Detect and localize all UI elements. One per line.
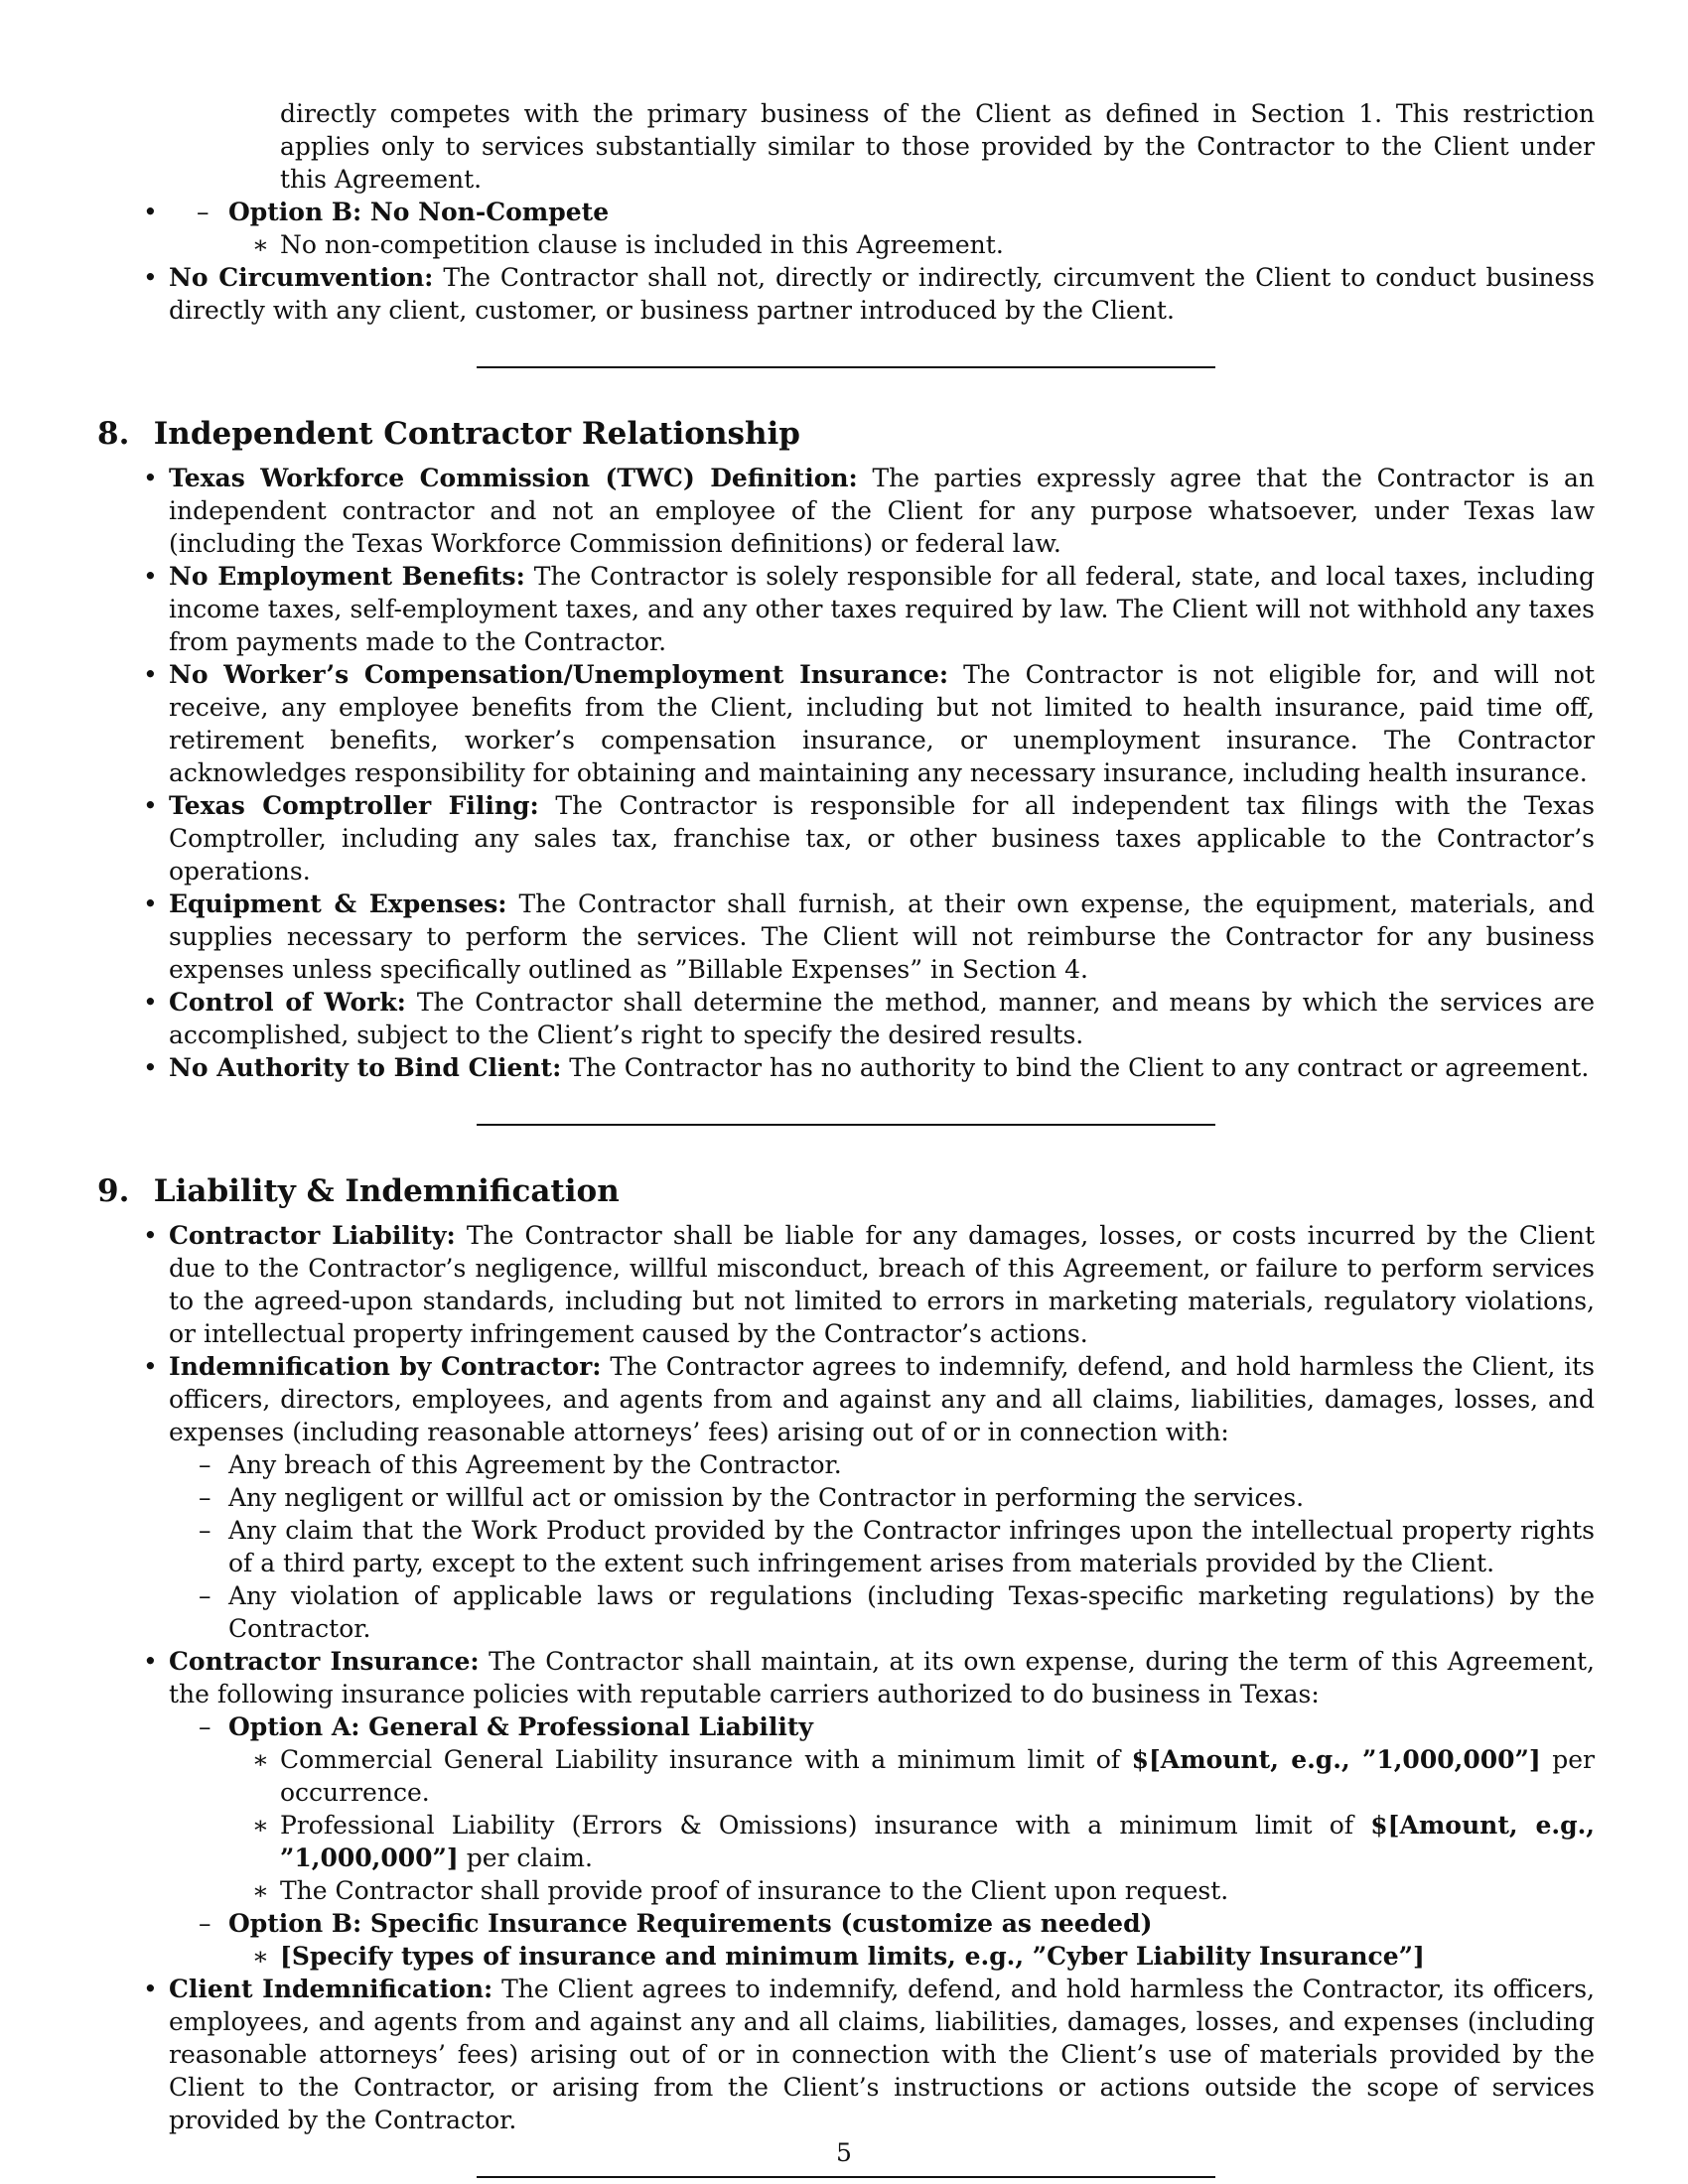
option-a-item <box>280 1743 1595 1809</box>
option-b-item-text: No non-competition clause is included in this Agreement. <box>280 230 1004 259</box>
section-number: 8. <box>97 416 130 452</box>
dash-marker: – <box>197 198 210 226</box>
option-a-item <box>280 1809 1595 1874</box>
item-text: The Client agrees to indemnify, defend, and hold harmless the Contractor, its officers, employees, and agents from and against any and all claims, liabilities, damages, losses, and expenses (including reasonable attorneys’ fees) arising out of or in connection with the Client’s use of materials provided by the Client to the Contractor, or arising from the Client’s instructions or actions outside the scope of services provided by the Contractor. <box>169 1975 1595 2134</box>
item-label: Equipment & Expenses: <box>169 889 507 918</box>
item-label: Indemnification by Contractor: <box>169 1352 602 1381</box>
amount-placeholder: $[Amount, e.g., ”1,000,000”] <box>1131 1745 1541 1774</box>
item-label: No Circumvention: <box>169 263 434 292</box>
circumvention-list <box>97 261 1595 327</box>
item-label: No Worker’s Compensation/Unemployment Insurance: <box>169 660 949 689</box>
section-heading-9 <box>97 1171 1595 1211</box>
non-compete-continuation: directly competes with the primary business of the Client as defined in Section 1. This restriction applies only to services substantially similar to those provided by the Contractor to the Client under this Agreement. <box>280 99 1595 194</box>
section-number: 9. <box>97 1173 130 1209</box>
item-label: Texas Workforce Commission (TWC) Definition: <box>169 464 858 492</box>
list-item <box>169 1973 1595 2136</box>
item-text: The Contractor is responsible for all independent tax filings with the Texas Comptroller, including any sales tax, franchise tax, or other business taxes applicable to the Contractor’s operations. <box>169 791 1596 886</box>
item-label: No Employment Benefits: <box>169 562 525 591</box>
option-a-items <box>228 1743 1595 1907</box>
list-item <box>169 261 1595 327</box>
item-label: Client Indemnification: <box>169 1975 493 2003</box>
option-b-items <box>228 1940 1595 1973</box>
page-content <box>97 97 1595 2178</box>
option-a-item: ∗ The Contractor shall provide proof of insurance to the Client upon request. <box>280 1874 1595 1907</box>
item-label: Control of Work: <box>169 988 406 1017</box>
section-divider <box>477 2176 1215 2178</box>
list-item <box>169 1219 1595 1350</box>
item-label: Texas Comptroller Filing: <box>169 791 539 820</box>
asterisk-marker: ∗ <box>252 230 269 259</box>
item-text: The Contractor shall furnish, at their own expense, the equipment, materials, and supplies necessary to perform the services. The Client will not reimburse the Contractor for any business expenses unless specifically outlined as ”Billable Expenses” in Section 4. <box>169 889 1596 984</box>
page-number: 5 <box>836 2138 852 2167</box>
item-text: The parties expressly agree that the Contractor is an independent contractor and not an employee of the Client for any purpose whatsoever, under Texas law (including the Texas Workforce Commission definitions) or federal law. <box>169 464 1595 558</box>
item-text: Commercial General Liability insurance with a minimum limit of <box>280 1745 1121 1774</box>
item-text: The Contractor shall not, directly or indirectly, circumvent the Client to conduct business directly with any client, customer, or business partner introduced by the Client. <box>169 263 1595 325</box>
list-item <box>169 658 1595 789</box>
list-item <box>169 887 1595 986</box>
option-a-label: Option A: General & Professional Liability <box>228 1712 813 1741</box>
option-b-no-non-compete <box>97 196 1595 228</box>
option-b-label: Option B: No Non-Compete <box>228 198 610 226</box>
indemnification-sublist <box>169 1448 1595 1645</box>
sublist-item: – Any breach of this Agreement by the Contractor. <box>228 1448 1595 1481</box>
item-text: The Contractor is solely responsible for all federal, state, and local taxes, including income taxes, self-employment taxes, and any other taxes required by law. The Client will not withhold any taxes from payments made to the Contractor. <box>169 562 1595 656</box>
item-text: The Contractor shall maintain, at its own expense, during the term of this Agreement, the following insurance policies with reputable carriers authorized to do business in Texas: <box>169 1647 1596 1708</box>
section-title: Independent Contractor Relationship <box>153 416 800 452</box>
item-label: Contractor Insurance: <box>169 1647 480 1676</box>
section-divider <box>477 366 1215 368</box>
sublist-item: – Any claim that the Work Product provided by the Contractor infringes upon the intellectual property rights of a third party, except to the extent such infringement arises from materials provided by the Client. <box>228 1514 1595 1579</box>
section-9-list <box>97 1219 1595 2136</box>
option-b <box>228 1907 1595 1973</box>
item-text: per occurrence. <box>280 1745 1595 1807</box>
list-item <box>169 789 1595 887</box>
item-label: Contractor Liability: <box>169 1221 456 1250</box>
list-item <box>169 1051 1595 1084</box>
item-text: The Contractor is not eligible for, and will not receive, any employee benefits from the Client, including but not limited to health insurance, paid time off, retirement benefits, worker’s compensation insurance, or unemployment insurance. The Contractor acknowledges responsibility for obtaining and maintaining any necessary insurance, including health insurance. <box>169 660 1596 787</box>
amount-placeholder: $[Amount, e.g., ”1,000,000”] <box>280 1811 1595 1872</box>
option-b-label: Option B: Specific Insurance Requirements (customize as needed) <box>228 1909 1153 1938</box>
item-text: per claim. <box>466 1843 593 1872</box>
list-item <box>169 560 1595 658</box>
option-b-item <box>97 228 1595 261</box>
list-item <box>169 1645 1595 1973</box>
list-item <box>169 986 1595 1051</box>
item-text: The Contractor shall be liable for any damages, losses, or costs incurred by the Client due to the Contractor’s negligence, willful misconduct, breach of this Agreement, or failure to perform services to the agreed-upon standards, including but not limited to errors in marketing materials, regulatory violations, or intellectual property infringement caused by the Contractor’s actions. <box>169 1221 1595 1348</box>
section-8-list <box>97 462 1595 1084</box>
item-text: The Contractor has no authority to bind the Client to any contract or agreement. <box>569 1053 1590 1082</box>
list-item <box>169 462 1595 560</box>
option-a <box>228 1710 1595 1907</box>
section-title: Liability & Indemnification <box>153 1173 620 1209</box>
option-b-item <box>280 1940 1595 1973</box>
section-heading-8 <box>97 414 1595 454</box>
sublist-item: – Any violation of applicable laws or regulations (including Texas-specific marketing regulations) by the Contractor. <box>228 1579 1595 1645</box>
insurance-options <box>169 1710 1595 1973</box>
section-divider <box>477 1124 1215 1126</box>
insurance-placeholder: [Specify types of insurance and minimum limits, e.g., ”Cyber Liability Insurance”] <box>280 1942 1425 1971</box>
sublist-item: – Any negligent or willful act or omission by the Contractor in performing the services. <box>228 1481 1595 1514</box>
item-text: The Contractor shall determine the method, manner, and means by which the services are accomplished, subject to the Client’s right to specify the desired results. <box>169 988 1595 1049</box>
item-text: Professional Liability (Errors & Omissions) insurance with a minimum limit of <box>280 1811 1354 1840</box>
item-label: No Authority to Bind Client: <box>169 1053 562 1082</box>
item-text: The Contractor agrees to indemnify, defend, and hold harmless the Client, its officers, directors, employees, and agents from and against any and all claims, liabilities, damages, losses, and expenses (including reasonable attorneys’ fees) arising out of or in connection with: <box>169 1352 1595 1446</box>
list-item <box>169 1350 1595 1645</box>
